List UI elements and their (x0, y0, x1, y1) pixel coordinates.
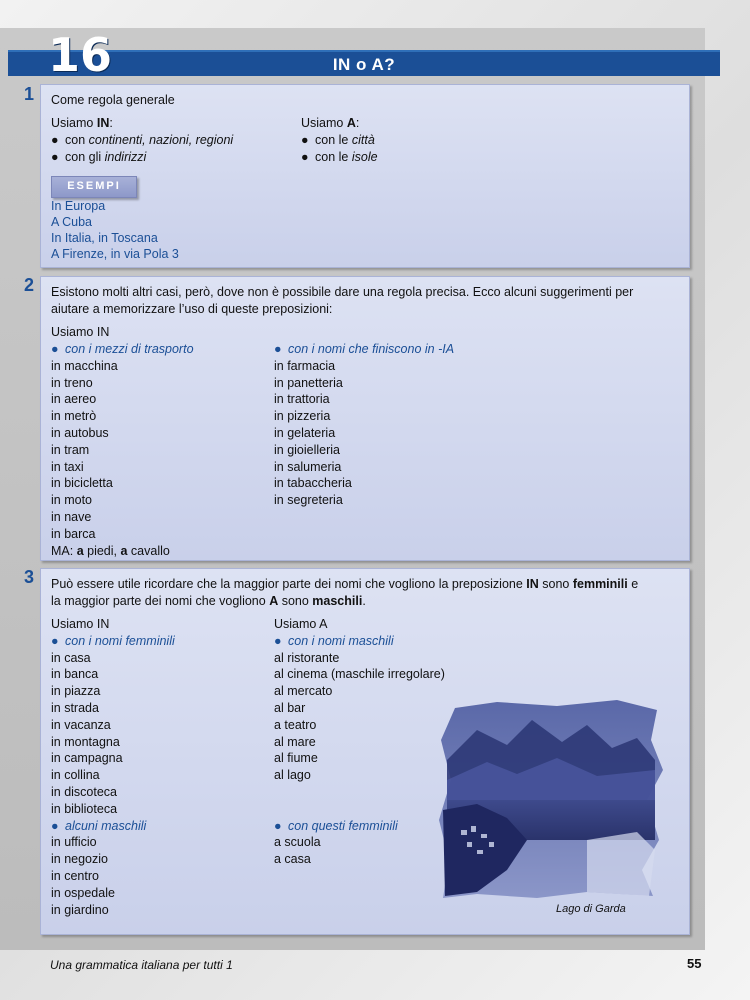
list-item: in ufficio (51, 835, 97, 850)
list-item: ● con gli indirizzi (51, 149, 147, 164)
s1-right-heading: Usiamo A: (301, 116, 360, 130)
s3-right-heading-2: ● con questi femminili (274, 818, 398, 833)
s3-left-heading: ● con i nomi femminili (51, 633, 175, 648)
list-item: in nave (51, 509, 92, 524)
footer-book-title: Una grammatica italiana per tutti 1 (50, 958, 233, 972)
s3-left-col (51, 616, 175, 918)
s1-examples (51, 198, 179, 262)
list-item: in campagna (51, 751, 123, 766)
list-item: in discoteca (51, 784, 118, 799)
list-item: in bicicletta (51, 476, 113, 491)
list-item: ● con le isole (301, 149, 378, 164)
list-item: in gelateria (274, 425, 336, 440)
s2-exception: MA: a piedi, a cavallo (51, 543, 170, 558)
s1-left-heading: Usiamo IN: (51, 116, 113, 130)
list-item: in macchina (51, 358, 118, 373)
list-item: al bar (274, 700, 306, 715)
s2-col2 (274, 341, 454, 509)
list-item: in farmacia (274, 358, 336, 373)
list-item: in negozio (51, 852, 108, 867)
list-item: in casa (51, 650, 91, 665)
photo-caption: Lago di Garda (556, 903, 626, 915)
example-item: In Europa (51, 199, 106, 213)
s1-intro: Come regola generale (51, 93, 175, 107)
list-item: in aereo (51, 392, 97, 407)
list-item: in tabaccheria (274, 476, 352, 491)
example-item: A Cuba (51, 215, 93, 229)
list-item: in collina (51, 768, 100, 783)
section-number-3: 3 (24, 567, 35, 587)
s3-right-heading: ● con i nomi maschili (274, 633, 394, 648)
s2-col2-heading: ● con i nomi che finiscono in -IA (274, 342, 455, 356)
list-item: al lago (274, 768, 311, 783)
s2-intro: Esistono molti altri casi, però, dove non è possibile dare una regola precisa. Ecco alcuni suggerimenti per aiutare a memorizzare l’uso di queste preposizioni: (51, 285, 634, 316)
s3-intro: Può essere utile ricordare che la maggior parte dei nomi che vogliono la preposizione IN sono femminili e la maggior parte dei nomi che vogliono A sono maschili. (51, 577, 639, 608)
example-item: In Italia, in Toscana (51, 231, 158, 245)
section-number-1: 1 (24, 84, 35, 104)
list-item: ● con continenti, nazioni, regioni (51, 132, 234, 147)
list-item: in trattoria (274, 392, 330, 407)
list-item: in autobus (51, 425, 109, 440)
section-1-panel (40, 84, 690, 268)
s3-right-usiamo: Usiamo A (274, 617, 328, 631)
list-item: al mare (274, 734, 316, 749)
chapter-title: IN o A? (332, 55, 396, 74)
list-item: in salumeria (274, 459, 342, 474)
list-item: in piazza (51, 684, 101, 699)
esempi-label-box (51, 176, 137, 198)
list-item: in vacanza (51, 717, 111, 732)
list-item: al mercato (274, 684, 333, 699)
list-item: in barca (51, 526, 96, 541)
list-item: in biblioteca (51, 801, 118, 816)
chapter-title-bar (8, 50, 720, 76)
list-item: in gioielleria (274, 442, 341, 457)
list-item: in montagna (51, 734, 120, 749)
list-item: in banca (51, 667, 99, 682)
lake-garda-photo (437, 700, 667, 900)
section-number-2: 2 (24, 275, 35, 295)
s3-left-heading-2: ● alcuni maschili (51, 818, 147, 833)
list-item: in centro (51, 868, 99, 883)
list-item: al fiume (274, 751, 318, 766)
list-item: in treno (51, 375, 93, 390)
list-item: al ristorante (274, 650, 340, 665)
list-item: a teatro (274, 717, 317, 732)
list-item: in moto (51, 493, 92, 508)
example-item: A Firenze, in via Pola 3 (51, 247, 179, 261)
list-item: in ospedale (51, 885, 115, 900)
list-item: ● con le città (301, 132, 375, 147)
s2-col1 (51, 341, 194, 559)
list-item: in giardino (51, 902, 109, 917)
list-item: al cinema (maschile irregolare) (274, 667, 445, 682)
list-item: a casa (274, 852, 311, 867)
chapter-number: 16 (48, 28, 113, 82)
list-item: in strada (51, 700, 99, 715)
footer-page-number: 55 (687, 956, 702, 971)
s2-usiamo: Usiamo IN (51, 325, 110, 339)
list-item: in metrò (51, 409, 97, 424)
s1-left-rule (51, 115, 233, 165)
section-2-panel (40, 276, 690, 561)
s3-right-col (274, 616, 445, 868)
s1-right-rule (301, 115, 378, 165)
list-item: a scuola (274, 835, 321, 850)
list-item: in panetteria (274, 375, 343, 390)
list-item: in taxi (51, 459, 84, 474)
list-item: in pizzeria (274, 409, 331, 424)
list-item: in segreteria (274, 493, 343, 508)
s3-left-usiamo: Usiamo IN (51, 617, 110, 631)
esempi-label: ESEMPI (67, 180, 121, 192)
list-item: in tram (51, 442, 90, 457)
s2-col1-heading: ● con i mezzi di trasporto (51, 342, 194, 356)
